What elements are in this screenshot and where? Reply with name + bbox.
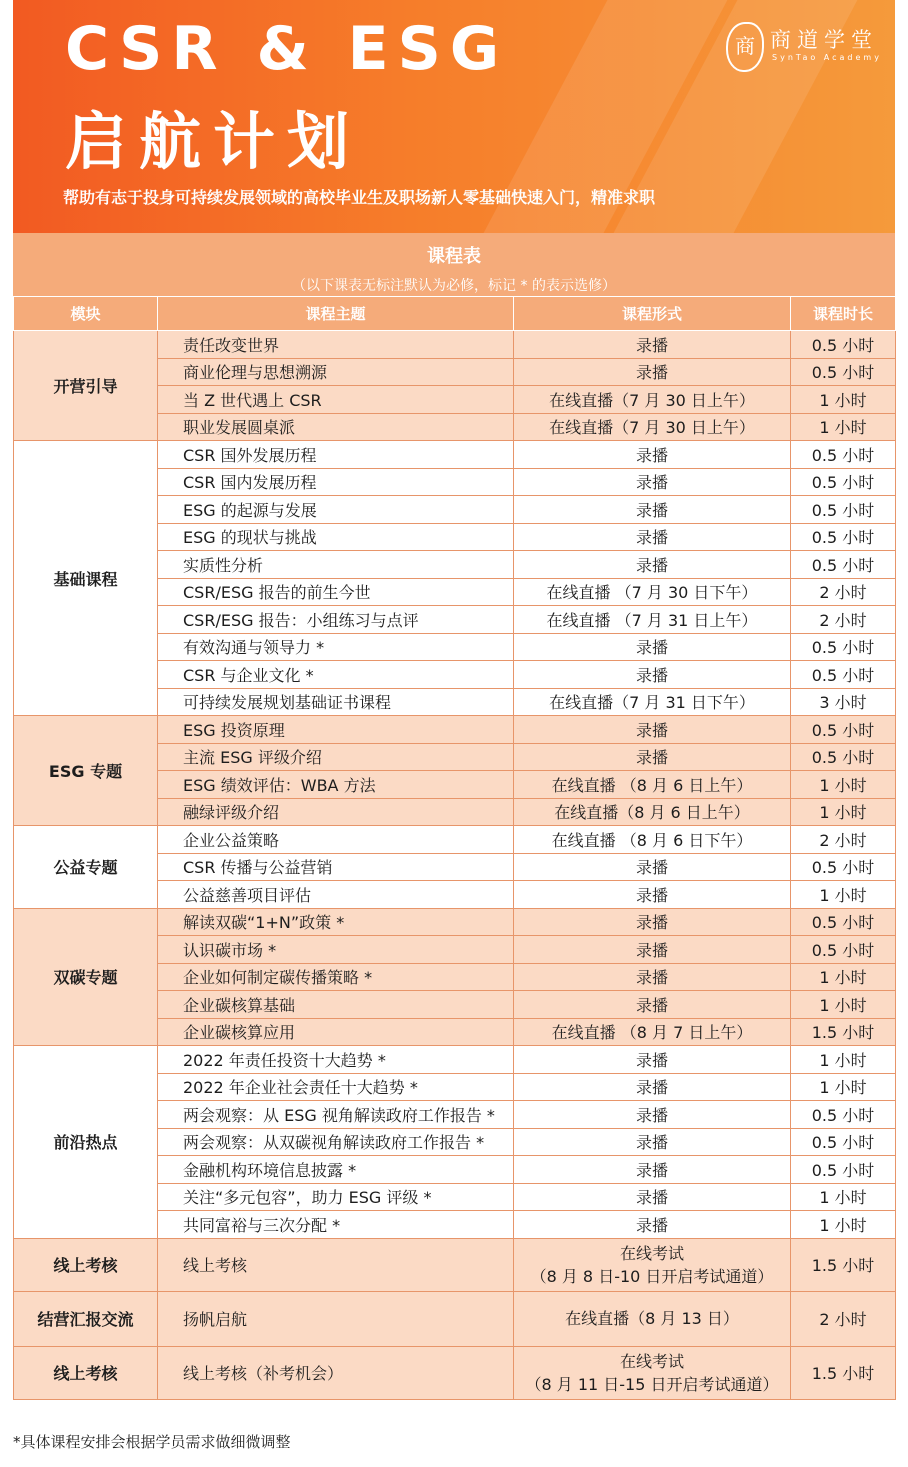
col-header-format: 课程形式 [514, 297, 791, 331]
table-row [14, 908, 896, 936]
header-banner [13, 0, 895, 233]
table-row [14, 1291, 896, 1346]
module-cell: 开营引导 [14, 331, 158, 441]
duration-cell: 0.5 小时 [791, 496, 896, 524]
format-cell: 录播 [514, 716, 791, 744]
table-header-row [14, 297, 896, 331]
format-line1: 在线考试 [619, 1351, 684, 1371]
format-cell: 在线直播（7 月 30 日上午） [514, 386, 791, 414]
topic-cell: ESG 的现状与挑战 [158, 523, 514, 551]
format-cell: 在线直播 （7 月 31 日上午） [514, 606, 791, 634]
duration-cell: 1 小时 [791, 771, 896, 799]
topic-cell: 两会观察：从双碳视角解读政府工作报告 * [158, 1128, 514, 1156]
duration-cell: 1.5 小时 [791, 1238, 896, 1291]
format-cell: 录播 [514, 1046, 791, 1074]
duration-cell: 1 小时 [791, 881, 896, 909]
logo-name: 商道学堂 [770, 28, 878, 52]
duration-cell: 0.5 小时 [791, 908, 896, 936]
format-cell: 在线直播 （8 月 6 日下午） [514, 826, 791, 854]
topic-cell: CSR 传播与公益营销 [158, 853, 514, 881]
format-cell: 录播 [514, 991, 791, 1019]
format-cell: 在线直播 （8 月 6 日上午） [514, 771, 791, 799]
format-cell: 在线直播 （8 月 7 日上午） [514, 1018, 791, 1046]
topic-cell: 2022 年责任投资十大趋势 * [158, 1046, 514, 1074]
duration-cell: 1.5 小时 [791, 1018, 896, 1046]
format-cell: 录播 [514, 853, 791, 881]
duration-cell: 0.5 小时 [791, 936, 896, 964]
topic-cell: ESG 的起源与发展 [158, 496, 514, 524]
format-cell: 录播 [514, 633, 791, 661]
format-cell: 录播 [514, 1183, 791, 1211]
topic-cell: ESG 投资原理 [158, 716, 514, 744]
module-cell: 前沿热点 [14, 1046, 158, 1239]
topic-cell: 认识碳市场 * [158, 936, 514, 964]
duration-cell: 1 小时 [791, 1211, 896, 1239]
table-row [14, 1346, 896, 1399]
banner-title-line2: 启航计划 [65, 105, 362, 178]
format-cell: 在线直播（7 月 30 日上午） [514, 413, 791, 441]
syntao-logo [726, 22, 895, 70]
topic-cell: 扬帆启航 [158, 1291, 514, 1346]
topic-cell: CSR/ESG 报告的前生今世 [158, 578, 514, 606]
duration-cell: 0.5 小时 [791, 1156, 896, 1184]
logo-en: SynTao Academy [772, 53, 882, 62]
format-cell: 录播 [514, 496, 791, 524]
format-cell [514, 1238, 791, 1291]
topic-cell: 解读双碳“1+N”政策 * [158, 908, 514, 936]
topic-cell: 责任改变世界 [158, 331, 514, 359]
topic-cell: 企业公益策略 [158, 826, 514, 854]
topic-cell: 有效沟通与领导力 * [158, 633, 514, 661]
duration-cell: 2 小时 [791, 606, 896, 634]
topic-cell: 当 Z 世代遇上 CSR [158, 386, 514, 414]
topic-cell: 企业碳核算应用 [158, 1018, 514, 1046]
duration-cell: 0.5 小时 [791, 1101, 896, 1129]
topic-cell: 金融机构环境信息披露 * [158, 1156, 514, 1184]
duration-cell: 0.5 小时 [791, 633, 896, 661]
format-cell [514, 1291, 791, 1346]
format-cell: 录播 [514, 1128, 791, 1156]
duration-cell: 0.5 小时 [791, 441, 896, 469]
logo-mark-icon: 商 [726, 22, 764, 72]
schedule-table [13, 296, 896, 1400]
format-cell: 录播 [514, 331, 791, 359]
duration-cell: 0.5 小时 [791, 1128, 896, 1156]
duration-cell: 0.5 小时 [791, 331, 896, 359]
duration-cell: 0.5 小时 [791, 661, 896, 689]
duration-cell: 0.5 小时 [791, 743, 896, 771]
topic-cell: 两会观察：从 ESG 视角解读政府工作报告 * [158, 1101, 514, 1129]
banner-title-line1: CSR & ESG [65, 14, 509, 84]
format-cell: 录播 [514, 963, 791, 991]
duration-cell: 1 小时 [791, 798, 896, 826]
module-cell: 结营汇报交流 [14, 1291, 158, 1346]
duration-cell: 1 小时 [791, 386, 896, 414]
format-line1: 在线考试 [619, 1243, 684, 1263]
topic-cell: 线上考核（补考机会） [158, 1346, 514, 1399]
topic-cell: 2022 年企业社会责任十大趋势 * [158, 1073, 514, 1101]
topic-cell: CSR/ESG 报告：小组练习与点评 [158, 606, 514, 634]
col-header-topic: 课程主题 [158, 297, 514, 331]
duration-cell: 0.5 小时 [791, 853, 896, 881]
topic-cell: 企业碳核算基础 [158, 991, 514, 1019]
topic-cell: CSR 国内发展历程 [158, 468, 514, 496]
module-cell: 线上考核 [14, 1238, 158, 1291]
format-cell: 录播 [514, 1156, 791, 1184]
schedule-note: （以下课表无标注默认为必修，标记 * 的表示选修） [292, 278, 616, 294]
duration-cell: 2 小时 [791, 826, 896, 854]
duration-cell: 1 小时 [791, 1046, 896, 1074]
topic-cell: CSR 国外发展历程 [158, 441, 514, 469]
topic-cell: 共同富裕与三次分配 * [158, 1211, 514, 1239]
table-row [14, 716, 896, 744]
module-cell: 双碳专题 [14, 908, 158, 1046]
format-cell: 录播 [514, 908, 791, 936]
duration-cell: 1.5 小时 [791, 1346, 896, 1399]
col-header-module: 模块 [14, 297, 158, 331]
format-cell: 录播 [514, 881, 791, 909]
duration-cell: 3 小时 [791, 688, 896, 716]
duration-cell: 1 小时 [791, 413, 896, 441]
topic-cell: 关注“多元包容”，助力 ESG 评级 * [158, 1183, 514, 1211]
duration-cell: 0.5 小时 [791, 716, 896, 744]
topic-cell: 实质性分析 [158, 551, 514, 579]
module-cell: ESG 专题 [14, 716, 158, 826]
format-cell: 在线直播 （7 月 30 日下午） [514, 578, 791, 606]
topic-cell: 线上考核 [158, 1238, 514, 1291]
format-line1: 在线直播（8 月 13 日） [565, 1309, 739, 1328]
module-cell: 公益专题 [14, 826, 158, 909]
duration-cell: 0.5 小时 [791, 551, 896, 579]
duration-cell: 1 小时 [791, 1183, 896, 1211]
format-cell: 录播 [514, 1211, 791, 1239]
duration-cell: 2 小时 [791, 578, 896, 606]
format-cell [514, 1346, 791, 1399]
duration-cell: 1 小时 [791, 991, 896, 1019]
table-row [14, 1046, 896, 1074]
format-cell: 录播 [514, 551, 791, 579]
banner-subtitle: 帮助有志于投身可持续发展领域的高校毕业生及职场新人零基础快速入门，精准求职 [63, 188, 656, 207]
format-cell: 在线直播（7 月 31 日下午） [514, 688, 791, 716]
format-cell: 录播 [514, 1101, 791, 1129]
table-row [14, 1238, 896, 1291]
schedule-header [13, 233, 895, 296]
duration-cell: 1 小时 [791, 963, 896, 991]
topic-cell: 可持续发展规划基础证书课程 [158, 688, 514, 716]
footnote: *具体课程安排会根据学员需求做细微调整 [13, 1433, 291, 1451]
duration-cell: 0.5 小时 [791, 358, 896, 386]
format-cell: 录播 [514, 1073, 791, 1101]
schedule-body [14, 331, 896, 1400]
format-line2: （8 月 11 日-15 日开启考试通道） [525, 1374, 779, 1394]
topic-cell: 职业发展圆桌派 [158, 413, 514, 441]
topic-cell: ESG 绩效评估：WBA 方法 [158, 771, 514, 799]
table-row [14, 441, 896, 469]
topic-cell: CSR 与企业文化 * [158, 661, 514, 689]
table-row [14, 331, 896, 359]
duration-cell: 1 小时 [791, 1073, 896, 1101]
format-cell: 录播 [514, 358, 791, 386]
table-row [14, 826, 896, 854]
topic-cell: 主流 ESG 评级介绍 [158, 743, 514, 771]
col-header-duration: 课程时长 [791, 297, 896, 331]
duration-cell: 0.5 小时 [791, 468, 896, 496]
format-cell: 录播 [514, 468, 791, 496]
topic-cell: 公益慈善项目评估 [158, 881, 514, 909]
format-cell: 在线直播（8 月 6 日上午） [514, 798, 791, 826]
format-cell: 录播 [514, 661, 791, 689]
topic-cell: 企业如何制定碳传播策略 * [158, 963, 514, 991]
topic-cell: 融绿评级介绍 [158, 798, 514, 826]
format-cell: 录播 [514, 936, 791, 964]
schedule-title: 课程表 [427, 246, 481, 267]
format-line2: （8 月 8 日-10 日开启考试通道） [530, 1266, 774, 1286]
duration-cell: 2 小时 [791, 1291, 896, 1346]
duration-cell: 0.5 小时 [791, 523, 896, 551]
topic-cell: 商业伦理与思想溯源 [158, 358, 514, 386]
module-cell: 基础课程 [14, 441, 158, 716]
format-cell: 录播 [514, 441, 791, 469]
format-cell: 录播 [514, 743, 791, 771]
format-cell: 录播 [514, 523, 791, 551]
module-cell: 线上考核 [14, 1346, 158, 1399]
